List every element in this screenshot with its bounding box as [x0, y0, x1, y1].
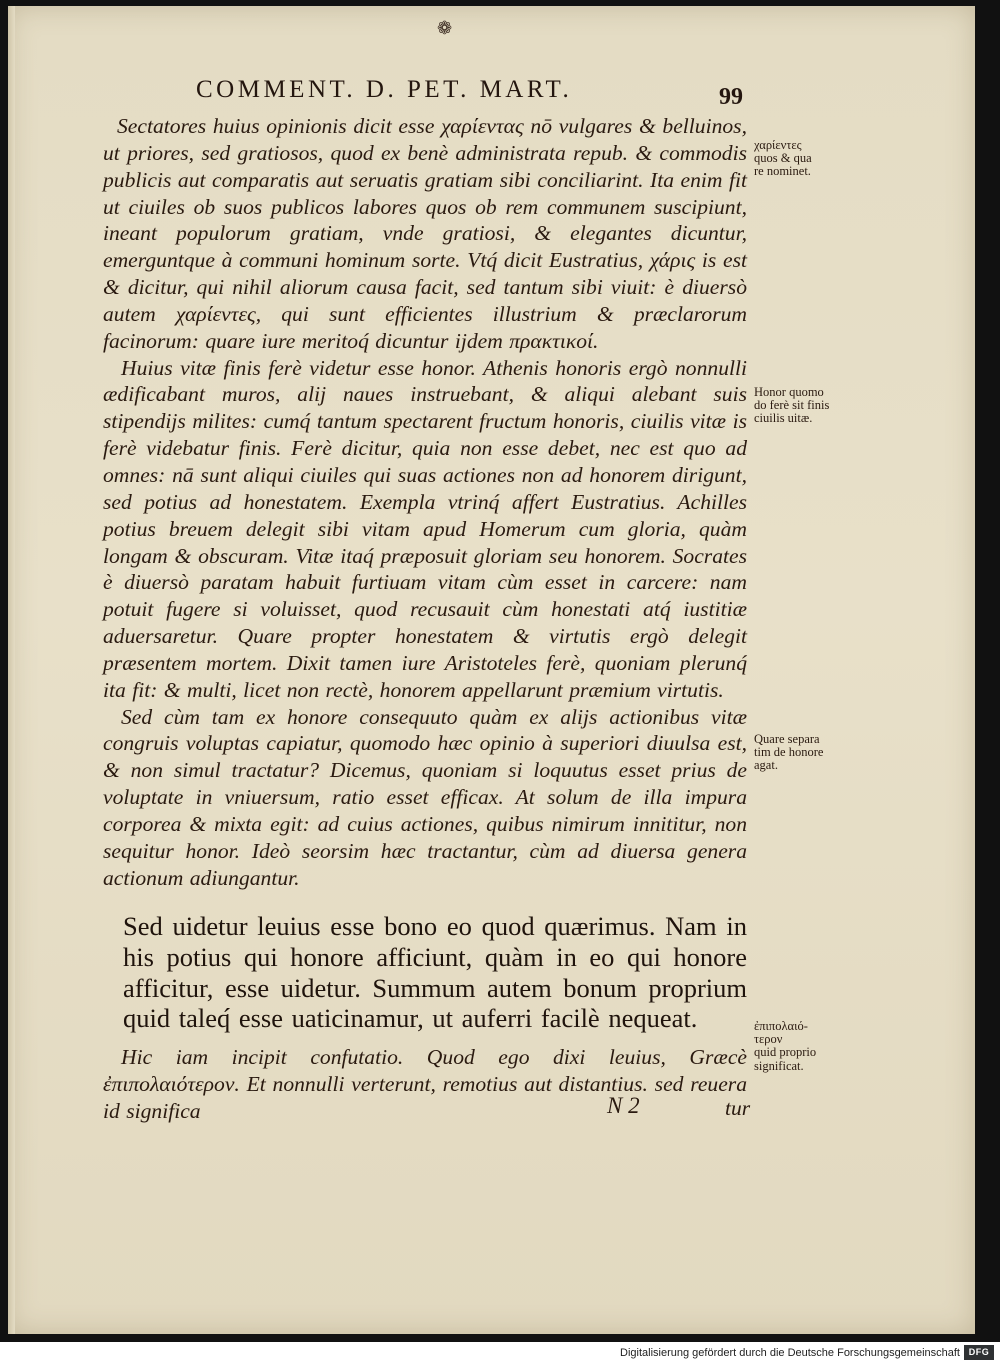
- margin-note-3: [754, 733, 823, 773]
- paragraph-2: Huius vitæ finis ferè videtur esse honor. Athenis honoris ergò nonnulli ædificabant muros, alij naues instruebant, & aliqui alebant suis stipendijs milites: cumq́ tantum spectarent fructum honoris, ciuilis vitæ is ferè videbatur finis. Ferè dicitur, quia non esse debet, nec est quo ad omnes: nā sunt aliqui ciuiles qui suas actiones non ad honorem dirigunt, sed potius ad honestatem. Exempla vtrinq́ affert Eustratius. Achilles potius breuem delegit sibi vitam apud Homerum cum gloria, quàm longam & obscuram. Vitæ itaq́ præposuit gloriam seu honorem. Socrates è diuersò paratam habuit furtiuam vitam cùm esset in carcere: nam potuit fugere si voluisset, quod recusauit cùm honestati atq́ iustitiæ aduersaretur. Quare propter honestatem & virtutis ergò delegit præsentem mortem. Dixit tamen iure Aristoteles ferè, quoniam plerunq́ ita fit: & multi, licet non rectè, honorem appellarunt præmium virtutis.: [103, 355, 747, 702]
- signature-mark: N 2: [607, 1093, 640, 1118]
- margin-note-1-line-1: χαρίεντες: [754, 138, 802, 152]
- margin-note-2-line-1: Honor quomo: [754, 385, 824, 399]
- margin-note-1-line-2: quos & qua: [754, 151, 812, 166]
- footer-bar: [0, 1342, 1000, 1364]
- main-text-column: [103, 113, 747, 1124]
- ornament-icon: ❁: [437, 18, 453, 38]
- page-edge-shadow: [8, 6, 15, 1334]
- funding-credit: Digitalisierung gefördert durch die Deutsche Forschungsgemeinschaft: [620, 1347, 960, 1359]
- margin-note-2-line-2: do ferè sit finis: [754, 398, 830, 413]
- margin-note-4-line-1: ἐπιπολαιό-: [754, 1019, 808, 1033]
- paragraph-4: Hic iam incipit confutatio. Quod ego dixi leuius, Græcè ἐπιπολαιότερον. Et nonnulli verterunt, remotius aut distantius. sed reuera id significa: [103, 1044, 747, 1123]
- margin-note-1-line-3: re nominet.: [754, 164, 811, 179]
- catchword: tur: [725, 1096, 751, 1120]
- margin-note-3-line-1: Quare separa: [754, 732, 820, 746]
- margin-note-3-line-2: tim de honore: [754, 745, 824, 760]
- margin-note-4-line-2: τερον: [754, 1032, 783, 1047]
- margin-note-1: [754, 139, 812, 179]
- margin-note-2: [754, 386, 829, 426]
- margin-note-4-line-4: significat.: [754, 1058, 804, 1073]
- margin-note-4-line-3: quid proprio: [754, 1045, 817, 1060]
- margin-note-3-line-3: agat.: [754, 758, 778, 773]
- margin-note-2-line-3: ciuilis uitæ.: [754, 411, 813, 426]
- running-head: COMMENT. D. PET. MART.: [196, 76, 573, 103]
- paragraph-3: Sed cùm tam ex honore consequuto quàm ex alijs actionibus vitæ congruis voluptas capiatur, quomodo hæc opinio à superiori diuulsa est, & non simul tractatur? Dicemus, quoniam si loquutus esset prius de voluptate in vniuersum, ratio esset efficax. At solum de illa impura corporea & mixta egit: ad cuius actiones, quibus nimirum innititur, non sequitur honor. Ideò seorsim hæc tractantur, cùm ad diuersa genera actionum adiungantur.: [103, 704, 747, 890]
- page-number: 99: [719, 84, 743, 110]
- paragraph-1: Sectatores huius opinionis dicit esse χαρίεντας nō vulgares & belluinos, ut priores, sed gratiosos, quod ex benè administrata repub. & commodis publicis aut comparatis aut seruatis gratiam sibi conciliarint. Ita enim fit ut ciuiles ob suos publicos labores quos ob rem communem suscipiunt, ineant populorum gratiam, vnde gratiosi, & elegantes dicuntur, emerguntque à communi hominum sorte. Vtq́ dicit Eustratius, χάρις is est & dicitur, qui nihil aliorum causa facit, sed tantum sibi viuit: è diuersò autem χαρίεντες, qui sunt efficientes illustrium & præclarorum facinorum: quare iure meritoq́ dicuntur ijdem πρακτικοί.: [103, 114, 747, 353]
- dfg-logo: DFG: [964, 1345, 994, 1360]
- aristotle-quotation: Sed uidetur leuius esse bono eo quod quærimus. Nam in his potius qui honore afficiunt, quàm in eo qui honore afficitur, esse uidetur. Summum autem bonum proprium quid taleq́ esse uaticinamur, ut auferri facilè nequeat.: [123, 911, 747, 1034]
- margin-note-4: [754, 1020, 816, 1073]
